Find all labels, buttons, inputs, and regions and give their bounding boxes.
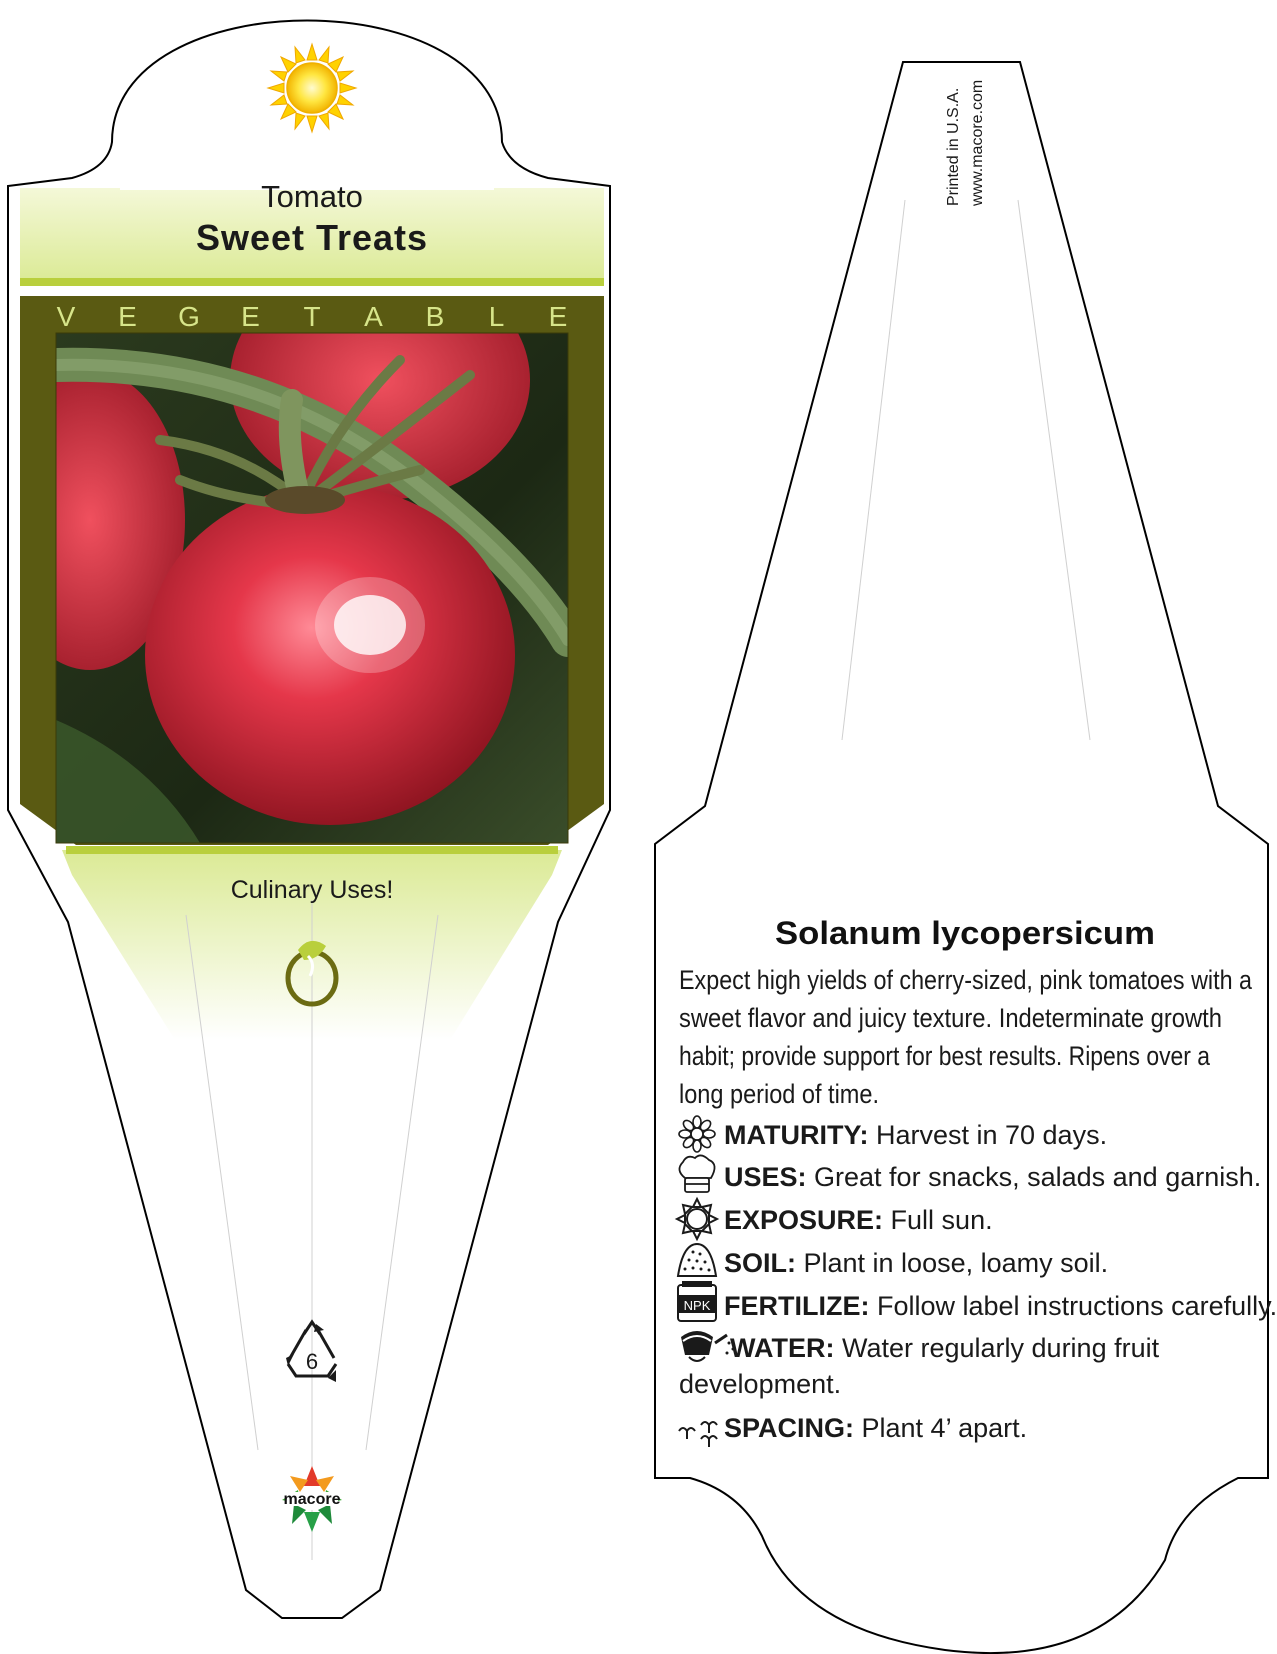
care-text: Great for snacks, salads and garnish. [814,1162,1262,1192]
care-row-water [730,1333,1160,1363]
front-tag [0,21,610,1619]
category-letters [57,301,568,332]
brand-name: macore [283,1491,341,1508]
variety-name: Sweet Treats [195,217,429,258]
sun-icon [268,44,356,132]
description-line: long period of time. [679,1079,879,1109]
care-label: EXPOSURE: [724,1205,891,1235]
category-letter: E [241,301,260,332]
category-letter: L [488,301,505,332]
care-text: Water regularly during fruit [841,1333,1160,1363]
category-letter: E [548,301,568,332]
printed-in: Printed in U.S.A. [945,87,962,206]
feature-text: Culinary Uses! [230,876,394,904]
category-letter: E [118,301,137,332]
care-label: WATER: [730,1333,842,1363]
care-label: USES: [724,1162,815,1192]
chef-hat-icon [679,1155,714,1192]
care-row-uses [724,1162,1261,1192]
care-text: Follow label instructions carefully. [876,1291,1277,1321]
category-letter: G [178,301,200,332]
care-label: FERTILIZE: [724,1291,877,1321]
care-label: SPACING: [724,1413,862,1443]
care-label: MATURITY: [724,1120,876,1150]
botanical-name: Solanum lycopersicum [775,915,1155,951]
care-row-maturity [724,1120,1107,1150]
lower-rule [66,846,558,854]
tomato-photo [0,260,568,843]
care-row-fertilize [724,1291,1277,1321]
category-letter: V [56,301,76,332]
description-line: Expect high yields of cherry-sized, pink tomatoes with a [679,965,1253,995]
common-name: Tomato [261,179,363,214]
npk-label: NPK [683,1298,711,1313]
care-row-soil [724,1248,1108,1278]
npk-fertilizer-icon [678,1281,716,1321]
description-line: habit; provide support for best results. Ripens over a [679,1041,1211,1071]
care-row-water-cont: development. [679,1369,842,1399]
category-letter: B [425,301,445,332]
website: www.macore.com [969,79,986,206]
description-line: sweet flavor and juicy texture. Indeterminate growth [679,1003,1222,1033]
recycle-number: 6 [305,1349,319,1374]
care-row-spacing [724,1413,1027,1443]
care-text: Plant 4’ apart. [861,1413,1028,1443]
category-letter: T [303,301,321,332]
care-text: Full sun. [890,1205,993,1235]
header-rule [20,278,604,286]
care-text: Plant in loose, loamy soil. [803,1248,1109,1278]
care-row-exposure [724,1205,993,1235]
back-tag [655,62,1277,1653]
care-label: SOIL: [724,1248,804,1278]
care-text: Harvest in 70 days. [875,1120,1108,1150]
category-letter: A [364,301,383,332]
sun-outline-icon [677,1199,717,1239]
